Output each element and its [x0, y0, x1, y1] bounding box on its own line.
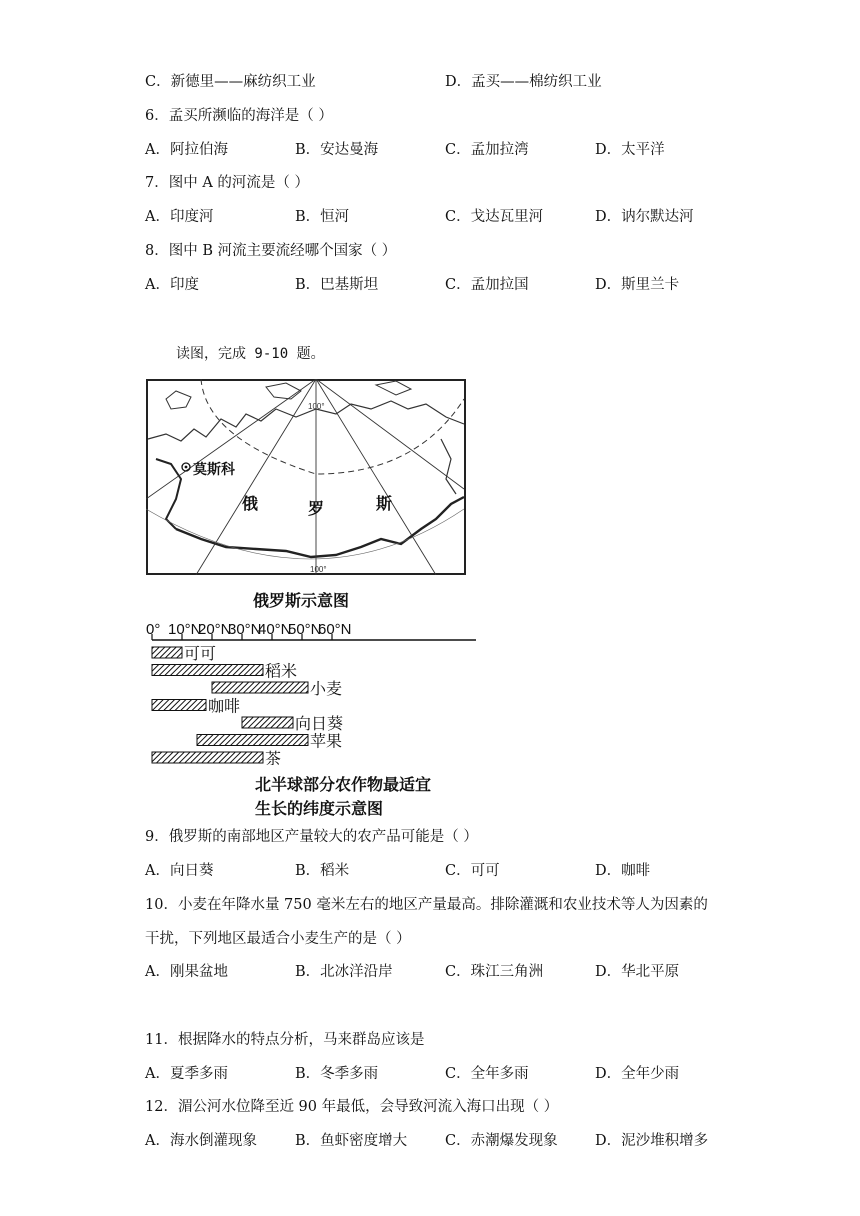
- q8-option-c: C．孟加拉国: [445, 277, 529, 293]
- crop-bar: [152, 647, 182, 658]
- q6-stem: 6．孟买所濒临的海洋是（ ）: [145, 108, 333, 124]
- q9-option-d: D．咖啡: [595, 863, 651, 879]
- crop-label: 小麦: [310, 681, 343, 698]
- crop-label: 苹果: [310, 733, 343, 751]
- crop-bar: [152, 700, 206, 711]
- q11-stem: 11．根据降水的特点分析，马来群岛应该是: [145, 1032, 425, 1048]
- q7-option-c: C．戈达瓦里河: [445, 209, 544, 225]
- q12-stem: 12．湄公河水位降至近 90 年最低，会导致河流入海口出现（ ）: [145, 1099, 559, 1115]
- q10-option-c: C．珠江三角洲: [445, 964, 544, 980]
- moscow-label: 莫斯科: [193, 461, 235, 477]
- crop-bar: [152, 752, 263, 763]
- q10-option-a: A．刚果盆地: [145, 964, 228, 980]
- q5-option-d: D．孟买——棉纺织工业: [445, 74, 602, 90]
- map-caption: 俄罗斯示意图: [253, 591, 350, 610]
- q7-option-d: D．讷尔默达河: [595, 209, 694, 225]
- q6-option-d: D．太平洋: [595, 142, 665, 158]
- crop-bar: [212, 682, 308, 693]
- crop-bar: [242, 717, 293, 728]
- q6-option-c: C．孟加拉湾: [445, 142, 529, 158]
- x-tick-label: 40°N: [258, 621, 292, 638]
- q7-option-b: B．恒河: [295, 209, 350, 225]
- crop-label: 向日葵: [295, 716, 344, 733]
- q9-stem: 9．俄罗斯的南部地区产量较大的农产品可能是（ ）: [145, 829, 478, 845]
- crop-label: 茶: [265, 751, 282, 765]
- crop-label: 可可: [184, 646, 217, 663]
- q7-stem: 7．图中 A 的河流是（ ）: [145, 175, 310, 191]
- crop-label: 咖啡: [208, 698, 241, 716]
- x-tick-label: 20°N: [198, 621, 232, 638]
- q9-option-c: C．可可: [445, 863, 500, 879]
- country-char-3: 斯: [376, 496, 393, 513]
- section-intro: 读图，完成 9-10 题。: [176, 346, 325, 362]
- q10-option-b: B．北冰洋沿岸: [295, 964, 393, 980]
- chart-title-line2: 生长的纬度示意图: [255, 799, 384, 818]
- q11-option-b: B．冬季多雨: [295, 1066, 379, 1082]
- q10-stem-line1: 10．小麦在年降水量 750 毫米左右的地区产量最高。排除灌溉和农业技术等人为因素的: [145, 897, 708, 913]
- longitude-label-bottom: 100°: [310, 565, 327, 574]
- x-tick-label: 60°N: [318, 621, 352, 638]
- q12-option-c: C．赤潮爆发现象: [445, 1133, 558, 1149]
- q12-option-a: A．海水倒灌现象: [145, 1133, 257, 1149]
- q11-option-c: C．全年多雨: [445, 1066, 529, 1082]
- q9-option-a: A．向日葵: [145, 863, 214, 879]
- country-char-2: 罗: [308, 501, 325, 518]
- q6-option-a: A．阿拉伯海: [145, 142, 228, 158]
- q6-option-b: B．安达曼海: [295, 142, 379, 158]
- x-tick-label: 0°: [146, 621, 161, 638]
- crop-latitude-chart: [146, 620, 506, 765]
- q8-option-b: B．巴基斯坦: [295, 277, 379, 293]
- x-tick-label: 50°N: [288, 621, 322, 638]
- q12-option-b: B．鱼虾密度增大: [295, 1133, 408, 1149]
- q10-option-d: D．华北平原: [595, 964, 680, 980]
- x-tick-label: 10°N: [168, 621, 202, 638]
- q7-option-a: A．印度河: [145, 209, 214, 225]
- q10-stem-line2: 干扰，下列地区最适合小麦生产的是（ ）: [145, 931, 411, 947]
- crop-bar: [152, 665, 263, 676]
- q9-option-b: B．稻米: [295, 863, 350, 879]
- russia-map: [146, 379, 466, 575]
- x-tick-label: 30°N: [228, 621, 262, 638]
- q8-stem: 8．图中 B 河流主要流经哪个国家（ ）: [145, 243, 397, 259]
- country-char-1: 俄: [242, 496, 259, 513]
- q12-option-d: D．泥沙堆积增多: [595, 1133, 709, 1149]
- q8-option-a: A．印度: [145, 277, 199, 293]
- crop-label: 稻米: [265, 663, 298, 681]
- q5-option-c: C．新德里——麻纺织工业: [145, 74, 316, 90]
- crop-bar: [197, 735, 308, 746]
- q11-option-d: D．全年少雨: [595, 1066, 680, 1082]
- q8-option-d: D．斯里兰卡: [595, 277, 680, 293]
- chart-title-line1: 北半球部分农作物最适宜: [255, 775, 432, 794]
- q11-option-a: A．夏季多雨: [145, 1066, 228, 1082]
- longitude-label-top: 100°: [308, 402, 325, 411]
